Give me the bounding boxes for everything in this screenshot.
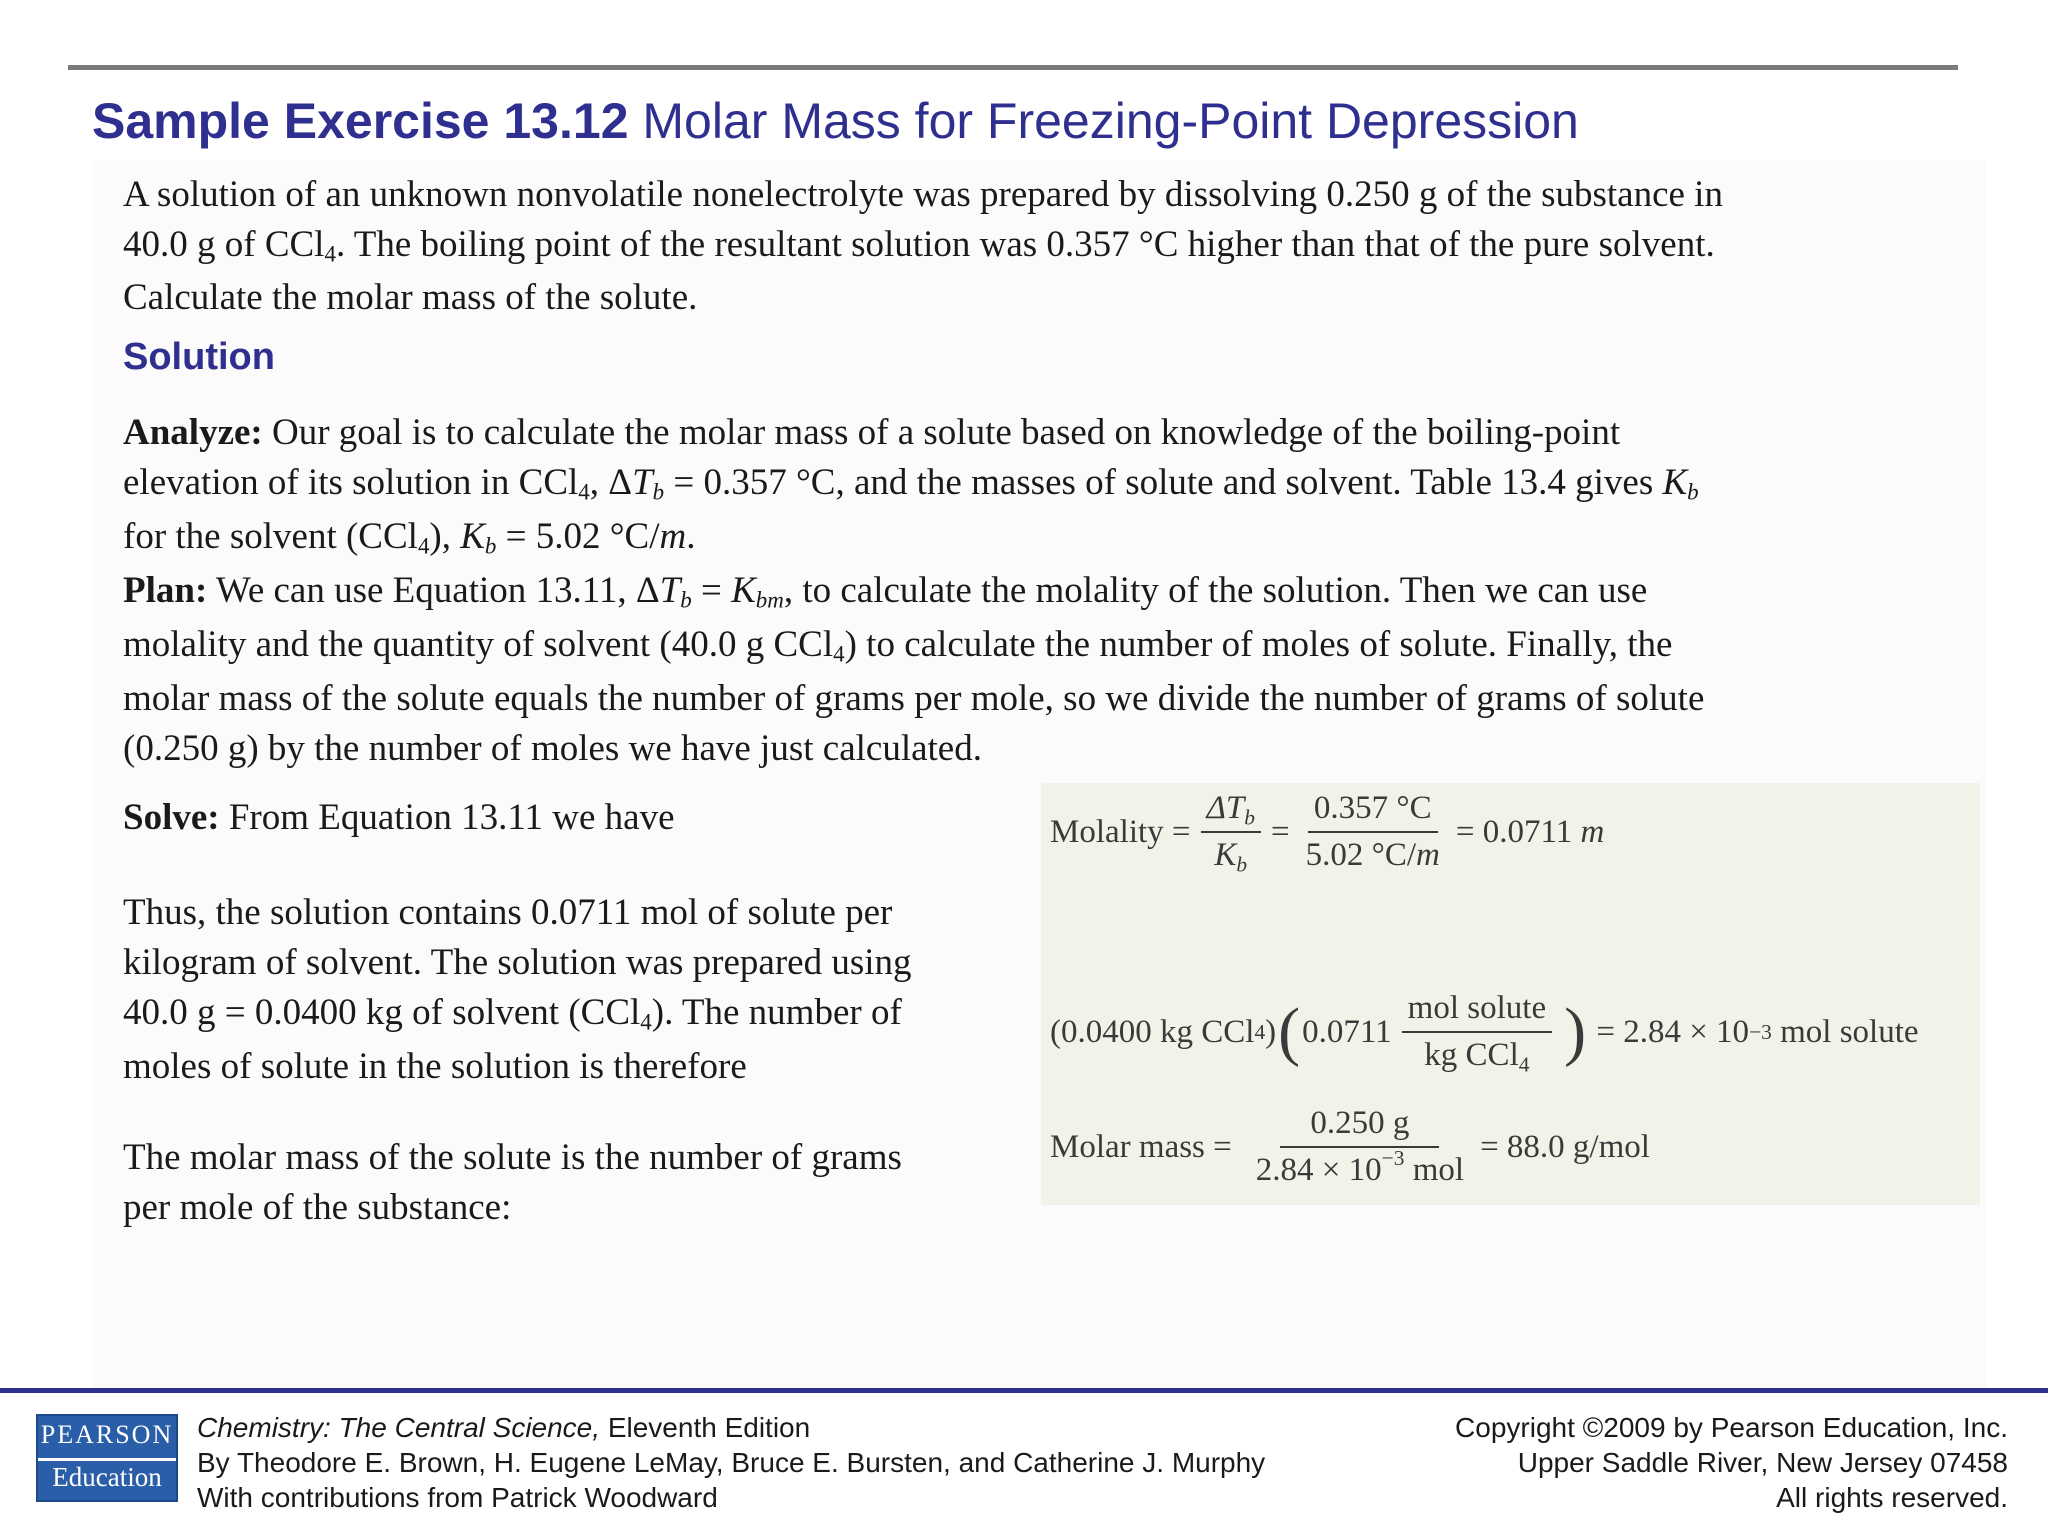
problem-statement <box>123 170 1723 323</box>
problem-line-1: A solution of an unknown nonvolatile nonelectrolyte was prepared by dissolving 0.250 g of the substance in <box>123 174 1723 215</box>
thus-paragraph: Thus, the solution contains 0.0711 mol of solute per kilogram of solvent. The solution was prepared using 40.0 g = 0.0400 kg of solvent (CCl$_4$). The number of moles of solute in the solution is therefore <box>123 892 912 1087</box>
pearson-logo: PEARSON Education <box>36 1414 178 1502</box>
plan-line-1: Plan: We can use Equation 13.11, $\Delta T_b = K_{bm}$, to calculate the molality of the solution. Then we can use <box>123 570 1648 613</box>
plan-line-4: (0.250 g) by the number of moles we have just calculated. <box>123 728 982 769</box>
footer-divider <box>0 1388 2048 1393</box>
solve-label: Solve: <box>123 797 220 838</box>
problem-line-3: Calculate the molar mass of the solute. <box>123 277 698 318</box>
analyze-line-1: Analyze: Our goal is to calculate the molar mass of a solute based on knowledge of the boiling-point <box>123 412 1621 453</box>
title-bold: Sample Exercise 13.12 <box>92 93 629 149</box>
plan-line-3: molar mass of the solute equals the number of grams per mole, so we divide the number of grams of solute <box>123 678 1705 719</box>
title-rest: Molar Mass for Freezing-Point Depression <box>642 93 1579 149</box>
molar-mass-paragraph: The molar mass of the solute is the number of grams per mole of the substance: <box>123 1137 902 1228</box>
molality-equation: Molality = $\frac{\Delta T_b}{K_b}$ = $\frac{0.357 ^\circ C}{5.02 ^\circ C/m}$ = 0.0711 m <box>1050 790 1605 877</box>
plan-line-2: molality and the quantity of solvent (40.0 g CCl$_4$) to calculate the number of moles of solute. Finally, the <box>123 624 1673 667</box>
solve-line: Solve: From Equation 13.11 we have <box>123 797 675 838</box>
analyze-label: Analyze: <box>123 412 263 453</box>
problem-line-2: 40.0 g of CCl$_4$. The boiling point of the resultant solution was 0.357 °C higher than that of the pure solvent. <box>123 224 1715 267</box>
analyze-line-2: elevation of its solution in CCl$_4$, $\Delta T_b = 0.357$ °C, and the masses of solute and solvent. Table 13.4 gives $K_b$ <box>123 462 1699 505</box>
molar-mass-equation: Molar mass = $\frac{0.250 g}{2.84 \times 10^{-3} mol}$ = 88.0 g/mol <box>1050 1105 1650 1188</box>
plan-label: Plan: <box>123 570 208 611</box>
book-credit: Chemistry: The Central Science, Eleventh Edition By Theodore E. Brown, H. Eugene LeMay, Bruce E. Bursten, and Catherine J. Murphy With contributions from Patrick Woodward <box>197 1412 1266 1513</box>
solution-heading: Solution <box>123 336 275 378</box>
moles-equation: (0.0400 kg CCl 4 ) ( 0.0711 $\frac{\text{mol solute}}{kg CCl_4}$ ) = 2.84 × 10 −3 mol solute <box>1050 990 1919 1077</box>
copyright-notice: Copyright ©2009 by Pearson Education, Inc. Upper Saddle River, New Jersey 07458 All rights reserved. <box>1455 1412 2008 1513</box>
slide-title <box>92 92 1579 150</box>
analyze-line-3: for the solvent (CCl$_4$), $K_b = 5.02$ °C/m. <box>123 516 696 559</box>
analyze-plan-block <box>123 408 1704 774</box>
top-divider <box>68 65 1958 70</box>
